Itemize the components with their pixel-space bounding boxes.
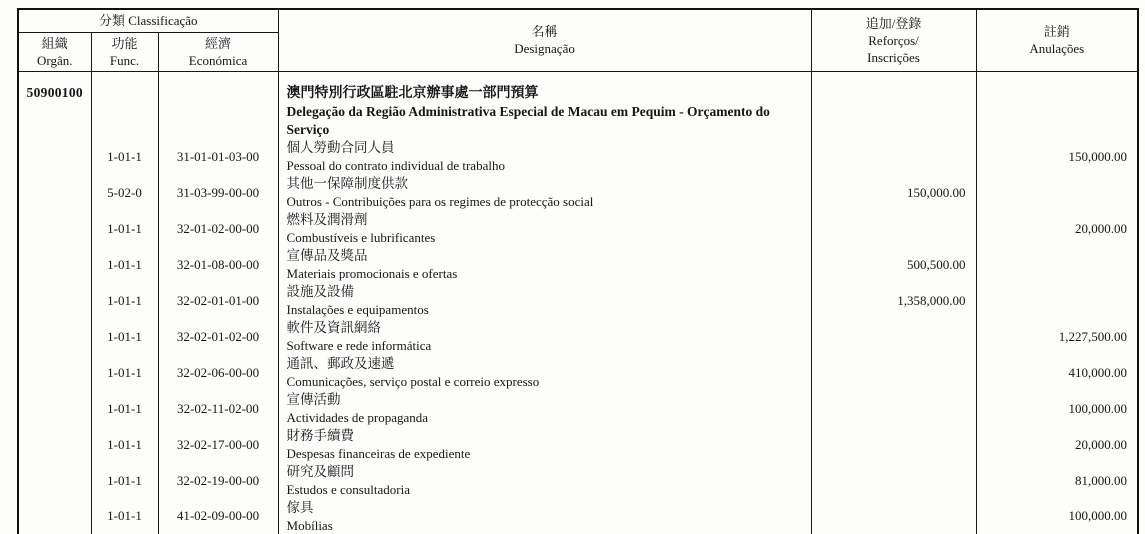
econ-code-cell: 32-01-02-00-00 [158, 211, 278, 247]
anulacoes-amount-cell: 410,000.00 [976, 355, 1138, 391]
designacao-pt: Despesas financeiras de expediente [286, 446, 471, 461]
organ-code-cell [18, 211, 91, 247]
func-code-cell: 1-01-1 [91, 391, 158, 427]
header-funcional [91, 32, 158, 71]
designacao-pt: Software e rede informática [286, 338, 432, 353]
header-classificacao: 分類 Classificação [18, 9, 278, 32]
header-funcional-zh: 功能 [111, 35, 138, 51]
header-economica-zh: 經濟 [205, 35, 232, 51]
anulacoes-amount-cell [976, 175, 1138, 211]
designacao-zh: 研究及顧問 [286, 464, 355, 479]
organ-code-cell [18, 463, 91, 499]
func-code-cell [91, 71, 158, 139]
func-code-cell: 1-01-1 [91, 283, 158, 319]
designacao-pt: Outros - Contribuições para os regimes de protecção social [286, 194, 594, 209]
header-designacao [278, 9, 811, 71]
anulacoes-amount-cell: 1,227,500.00 [976, 319, 1138, 355]
func-code-cell: 1-01-1 [91, 355, 158, 391]
budget-entry-row [18, 355, 1138, 391]
designacao-cell [278, 499, 811, 534]
designacao-cell [278, 319, 811, 355]
organ-code-cell [18, 319, 91, 355]
designacao-zh: 燃料及潤滑劑 [286, 212, 368, 227]
func-code-cell: 1-01-1 [91, 211, 158, 247]
econ-code-cell [158, 71, 278, 139]
func-code-cell: 1-01-1 [91, 247, 158, 283]
anulacoes-amount-cell: 150,000.00 [976, 139, 1138, 175]
econ-code-cell: 32-02-11-02-00 [158, 391, 278, 427]
header-funcional-pt: Func. [109, 52, 140, 68]
designacao-zh: 澳門特別行政區駐北京辦事處一部門預算 [286, 85, 539, 101]
econ-code-cell: 32-02-01-01-00 [158, 283, 278, 319]
budget-entry-row [18, 463, 1138, 499]
designacao-pt: Estudos e consultadoria [286, 482, 411, 497]
econ-code-cell: 32-02-17-00-00 [158, 427, 278, 463]
header-reforcos-zh: 追加/登錄 [865, 15, 922, 31]
econ-code-cell: 41-02-09-00-00 [158, 499, 278, 534]
designacao-cell [278, 247, 811, 283]
header-orgao-pt: Orgân. [36, 52, 73, 68]
service-title-row [18, 71, 1138, 139]
designacao-cell [278, 175, 811, 211]
reforcos-amount-cell [811, 355, 976, 391]
designacao-pt: Instalações e equipamentos [286, 302, 429, 317]
econ-code-cell: 31-03-99-00-00 [158, 175, 278, 211]
econ-code-cell: 31-01-01-03-00 [158, 139, 278, 175]
reforcos-amount-cell [811, 391, 976, 427]
designacao-cell [278, 283, 811, 319]
budget-entry-row [18, 175, 1138, 211]
reforcos-amount-cell [811, 499, 976, 534]
designacao-zh: 財務手續費 [286, 428, 355, 443]
header-economica-pt: Económica [188, 52, 248, 68]
designacao-pt: Mobílias [286, 517, 333, 533]
organ-code-cell [18, 175, 91, 211]
designacao-pt: Comunicações, serviço postal e correio expresso [286, 374, 540, 389]
designacao-zh: 軟件及資訊網絡 [286, 320, 382, 335]
designacao-cell [278, 391, 811, 427]
anulacoes-amount-cell: 100,000.00 [976, 391, 1138, 427]
designacao-cell [278, 71, 811, 139]
organ-code-cell [18, 391, 91, 427]
designacao-zh: 個人勞動合同人員 [286, 140, 395, 155]
designacao-cell [278, 427, 811, 463]
econ-code-cell: 32-01-08-00-00 [158, 247, 278, 283]
header-economica [158, 32, 278, 71]
anulacoes-amount-cell: 81,000.00 [976, 463, 1138, 499]
reforcos-amount-cell [811, 319, 976, 355]
econ-code-cell: 32-02-06-00-00 [158, 355, 278, 391]
budget-entry-row [18, 391, 1138, 427]
budget-table-body [18, 71, 1138, 534]
reforcos-amount-cell: 500,500.00 [811, 247, 976, 283]
budget-entry-row [18, 319, 1138, 355]
designacao-cell [278, 139, 811, 175]
header-reforcos-pt1: Reforços/ [868, 32, 919, 48]
header-orgao-zh: 組織 [41, 35, 68, 51]
designacao-pt: Actividades de propaganda [286, 410, 429, 425]
reforcos-amount-cell [811, 71, 976, 139]
designacao-zh: 設施及設備 [286, 284, 355, 299]
designacao-cell [278, 355, 811, 391]
header-anulacoes-pt: Anulações [1029, 41, 1085, 57]
budget-entry-row [18, 247, 1138, 283]
anulacoes-amount-cell: 100,000.00 [976, 499, 1138, 534]
reforcos-amount-cell [811, 211, 976, 247]
designacao-zh: 通訊、郵政及速遞 [286, 356, 395, 371]
header-reforcos-inscricoes [811, 9, 976, 71]
designacao-zh: 其他一保障制度供款 [286, 176, 409, 191]
organ-code-cell [18, 283, 91, 319]
designacao-zh: 宣傳品及獎品 [286, 248, 368, 263]
header-designacao-pt: Designação [514, 41, 575, 57]
organ-code-cell [18, 427, 91, 463]
func-code-cell: 1-01-1 [91, 463, 158, 499]
econ-code-cell: 32-02-01-02-00 [158, 319, 278, 355]
designacao-cell [278, 463, 811, 499]
designacao-pt: Delegação da Região Administrativa Especial de Macau em Pequim - Orçamento do Serviço [286, 103, 770, 137]
budget-entry-row [18, 283, 1138, 319]
budget-table-header [18, 9, 1138, 71]
organ-code-cell [18, 139, 91, 175]
header-anulacoes [976, 9, 1138, 71]
anulacoes-amount-cell: 20,000.00 [976, 211, 1138, 247]
func-code-cell: 1-01-1 [91, 139, 158, 175]
anulacoes-amount-cell [976, 283, 1138, 319]
header-reforcos-pt2: Inscrições [867, 49, 920, 65]
budget-entry-row [18, 427, 1138, 463]
anulacoes-amount-cell: 20,000.00 [976, 427, 1138, 463]
header-anulacoes-zh: 註銷 [1043, 24, 1070, 40]
budget-entry-row [18, 139, 1138, 175]
header-orgao [18, 32, 91, 71]
budget-entry-row [18, 499, 1138, 534]
func-code-cell: 1-01-1 [91, 427, 158, 463]
designacao-zh: 傢具 [286, 499, 314, 515]
func-code-cell: 5-02-0 [91, 175, 158, 211]
reforcos-amount-cell [811, 139, 976, 175]
func-code-cell: 1-01-1 [91, 499, 158, 534]
designacao-cell [278, 211, 811, 247]
func-code-cell: 1-01-1 [91, 319, 158, 355]
reforcos-amount-cell: 150,000.00 [811, 175, 976, 211]
organ-code-cell [18, 247, 91, 283]
reforcos-amount-cell: 1,358,000.00 [811, 283, 976, 319]
organ-code-cell [18, 499, 91, 534]
budget-table [17, 8, 1139, 534]
designacao-pt: Pessoal do contrato individual de trabalho [286, 158, 505, 173]
organ-code-cell: 50900100 [18, 71, 91, 139]
organ-code-cell [18, 355, 91, 391]
designacao-pt: Combustíveis e lubrificantes [286, 230, 436, 245]
budget-entry-row [18, 211, 1138, 247]
anulacoes-amount-cell [976, 71, 1138, 139]
anulacoes-amount-cell [976, 247, 1138, 283]
designacao-pt: Materiais promocionais e ofertas [286, 266, 458, 281]
header-designacao-zh: 名稱 [531, 24, 558, 40]
econ-code-cell: 32-02-19-00-00 [158, 463, 278, 499]
reforcos-amount-cell [811, 427, 976, 463]
designacao-zh: 宣傳活動 [286, 392, 341, 407]
reforcos-amount-cell [811, 463, 976, 499]
